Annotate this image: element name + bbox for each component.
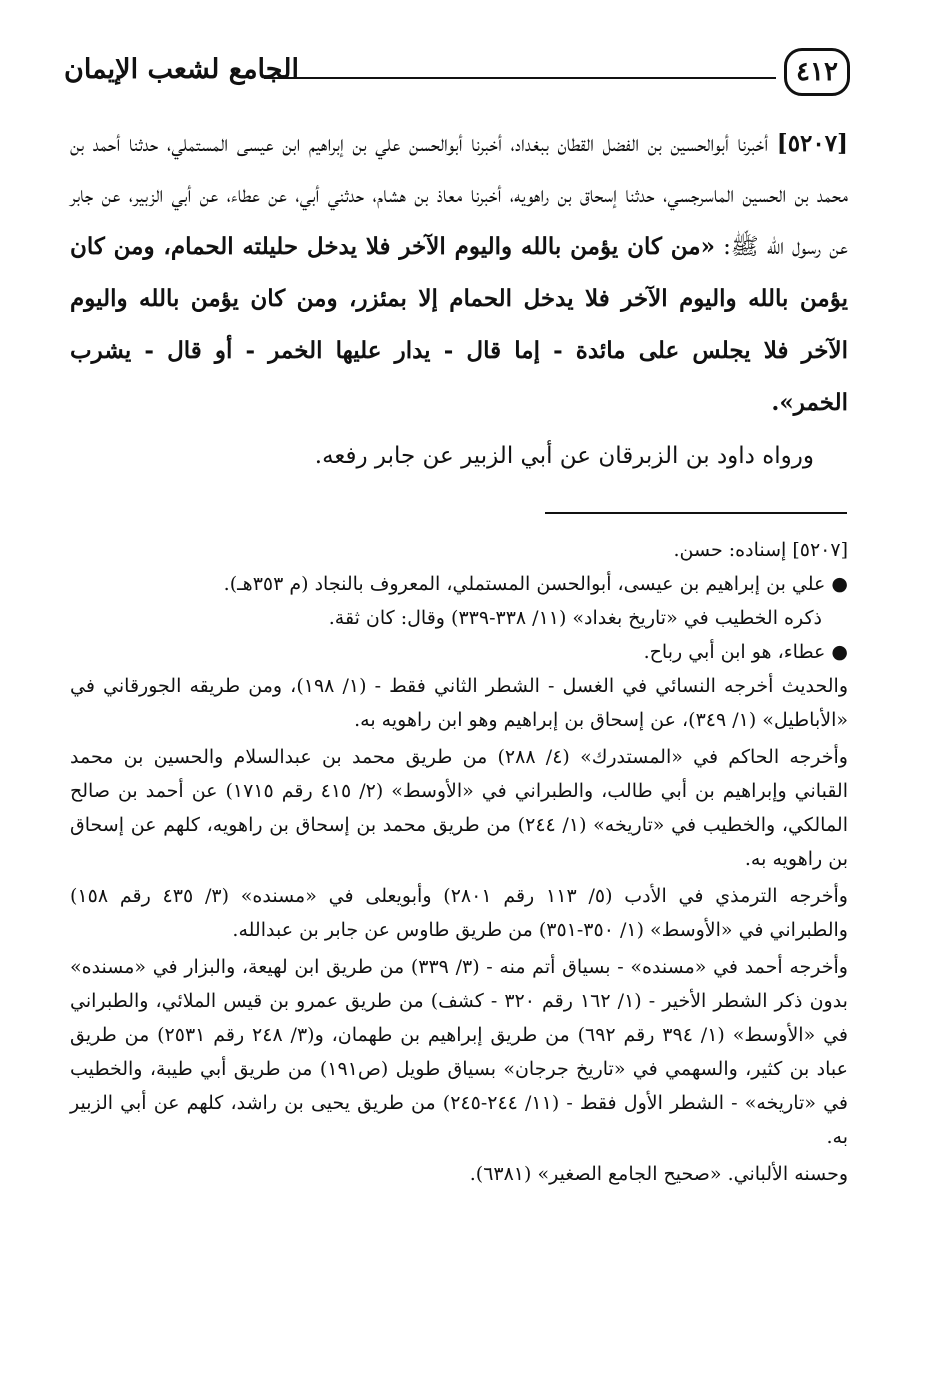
- footnote-narrator-1: ● علي بن إبراهيم بن عيسى، أبوالحسن المستملي، المعروف بالنجاد (م ٣٥٣هـ).: [223, 573, 848, 595]
- footnote-takhrij-1: والحديث أخرجه النسائي في الغسل - الشطر الثاني فقط - (١/ ١٩٨)، ومن طريقه الجورقاني في «الأباطيل» (١/ ٣٤٩)، عن إسحاق بن إبراهيم وهو ابن راهويه به.: [70, 675, 848, 731]
- hadith-isnad: أخبرنا أبوالحسين بن الفضل القطان ببغداد، أخبرنا أبوالحسن علي بن إبراهيم ابن عيسى المستملي، حدثنا أحمد بن محمد بن الحسين الماسرجسي، حدثنا إسحاق بن راهويه، أخبرنا معاذ بن هشام، حدثني أبي، عن عطاء، عن أبي الزبير، عن جابر عن رسول الله ﷺ:: [70, 131, 848, 260]
- footnote-takhrij-3: وأخرجه الترمذي في الأدب (٥/ ١١٣ رقم ٢٨٠١) وأبويعلى في «مسنده» (٣/ ٤٣٥ رقم ١٥٨) والطبراني في «الأوسط» (١/ ٣٥٠-٣٥١) من طريق طاوس عن جابر بن عبدالله.: [70, 885, 848, 941]
- footnote-narrator-1-source: ذكره الخطيب في «تاريخ بغداد» (١١/ ٣٣٨-٣٣٩) وقال: كان ثقة.: [328, 607, 822, 629]
- hadith-paragraph: [70, 118, 848, 429]
- footnote-rule: [545, 512, 847, 514]
- running-title: الجامع لشعب الإيمان: [64, 54, 299, 85]
- footnote-grading: وحسنه الألباني. «صحيح الجامع الصغير» (٦٣٨١).: [469, 1163, 848, 1185]
- footnote-narrator-2: ● عطاء، هو ابن أبي رباح.: [643, 641, 848, 663]
- footnote-takhrij-4: وأخرجه أحمد في «مسنده» - بسياق أتم منه - (٣/ ٣٣٩) من طريق ابن لهيعة، والبزار في «مسنده» بدون ذكر الشطر الأخير - (١/ ١٦٢ رقم ٣٢٠ - كشف) من طريق عمرو بن قيس الملائي، والطبراني في «الأوسط» (١/ ٣٩٤ رقم ٦٩٢) من طريق إبراهيم بن طهمان، و(٣/ ٢٤٨ رقم ٢٥٣١) من طريق عباد بن كثير، والسهمي في «تاريخ جرجان» بسياق طويل (ص١٩١) من طريق أبي طيبة، والخطيب في «تاريخه» - الشطر الأول فقط - (١١/ ٢٤٤-٢٤٥) من طريق يحيى بن راشد، كلهم عن أبي الزبير به.: [70, 956, 848, 1148]
- footnotes: [70, 533, 848, 1191]
- hadith-number: [٥٢٠٧]: [776, 130, 848, 157]
- footnote-takhrij-2: وأخرجه الحاكم في «المستدرك» (٤/ ٢٨٨) من طريق محمد بن عبدالسلام والحسين بن محمد القباني وإبراهيم بن أبي طالب، والطبراني في «الأوسط» (٢/ ٤١٥ رقم ١٧١٥) عن أحمد بن صالح المالكي، والخطيب في «تاريخه» (١/ ٢٤٤) من طريق محمد بن إسحاق بن راهويه، كلهم عن إسحاق بن راهويه به.: [70, 746, 849, 870]
- page-number: ٤١٢: [784, 48, 850, 96]
- footnote-isnad-grade: [٥٢٠٧] إسناده: حسن.: [673, 539, 848, 561]
- header-rule: [264, 77, 776, 79]
- page-header: [64, 46, 850, 108]
- hadith-text: [70, 118, 848, 482]
- hadith-matn: «من كان يؤمن بالله واليوم الآخر فلا يدخل حليلته الحمام، ومن كان يؤمن بالله واليوم الآخر فلا يدخل الحمام إلا بمئزر، ومن كان يؤمن بالله واليوم الآخر فلا يجلس على مائدة - إما قال - يدار عليها الخمر - أو قال - يشرب الخمر».: [70, 233, 848, 416]
- narration-note: ورواه داود بن الزبرقان عن أبي الزبير عن جابر رفعه.: [314, 443, 814, 469]
